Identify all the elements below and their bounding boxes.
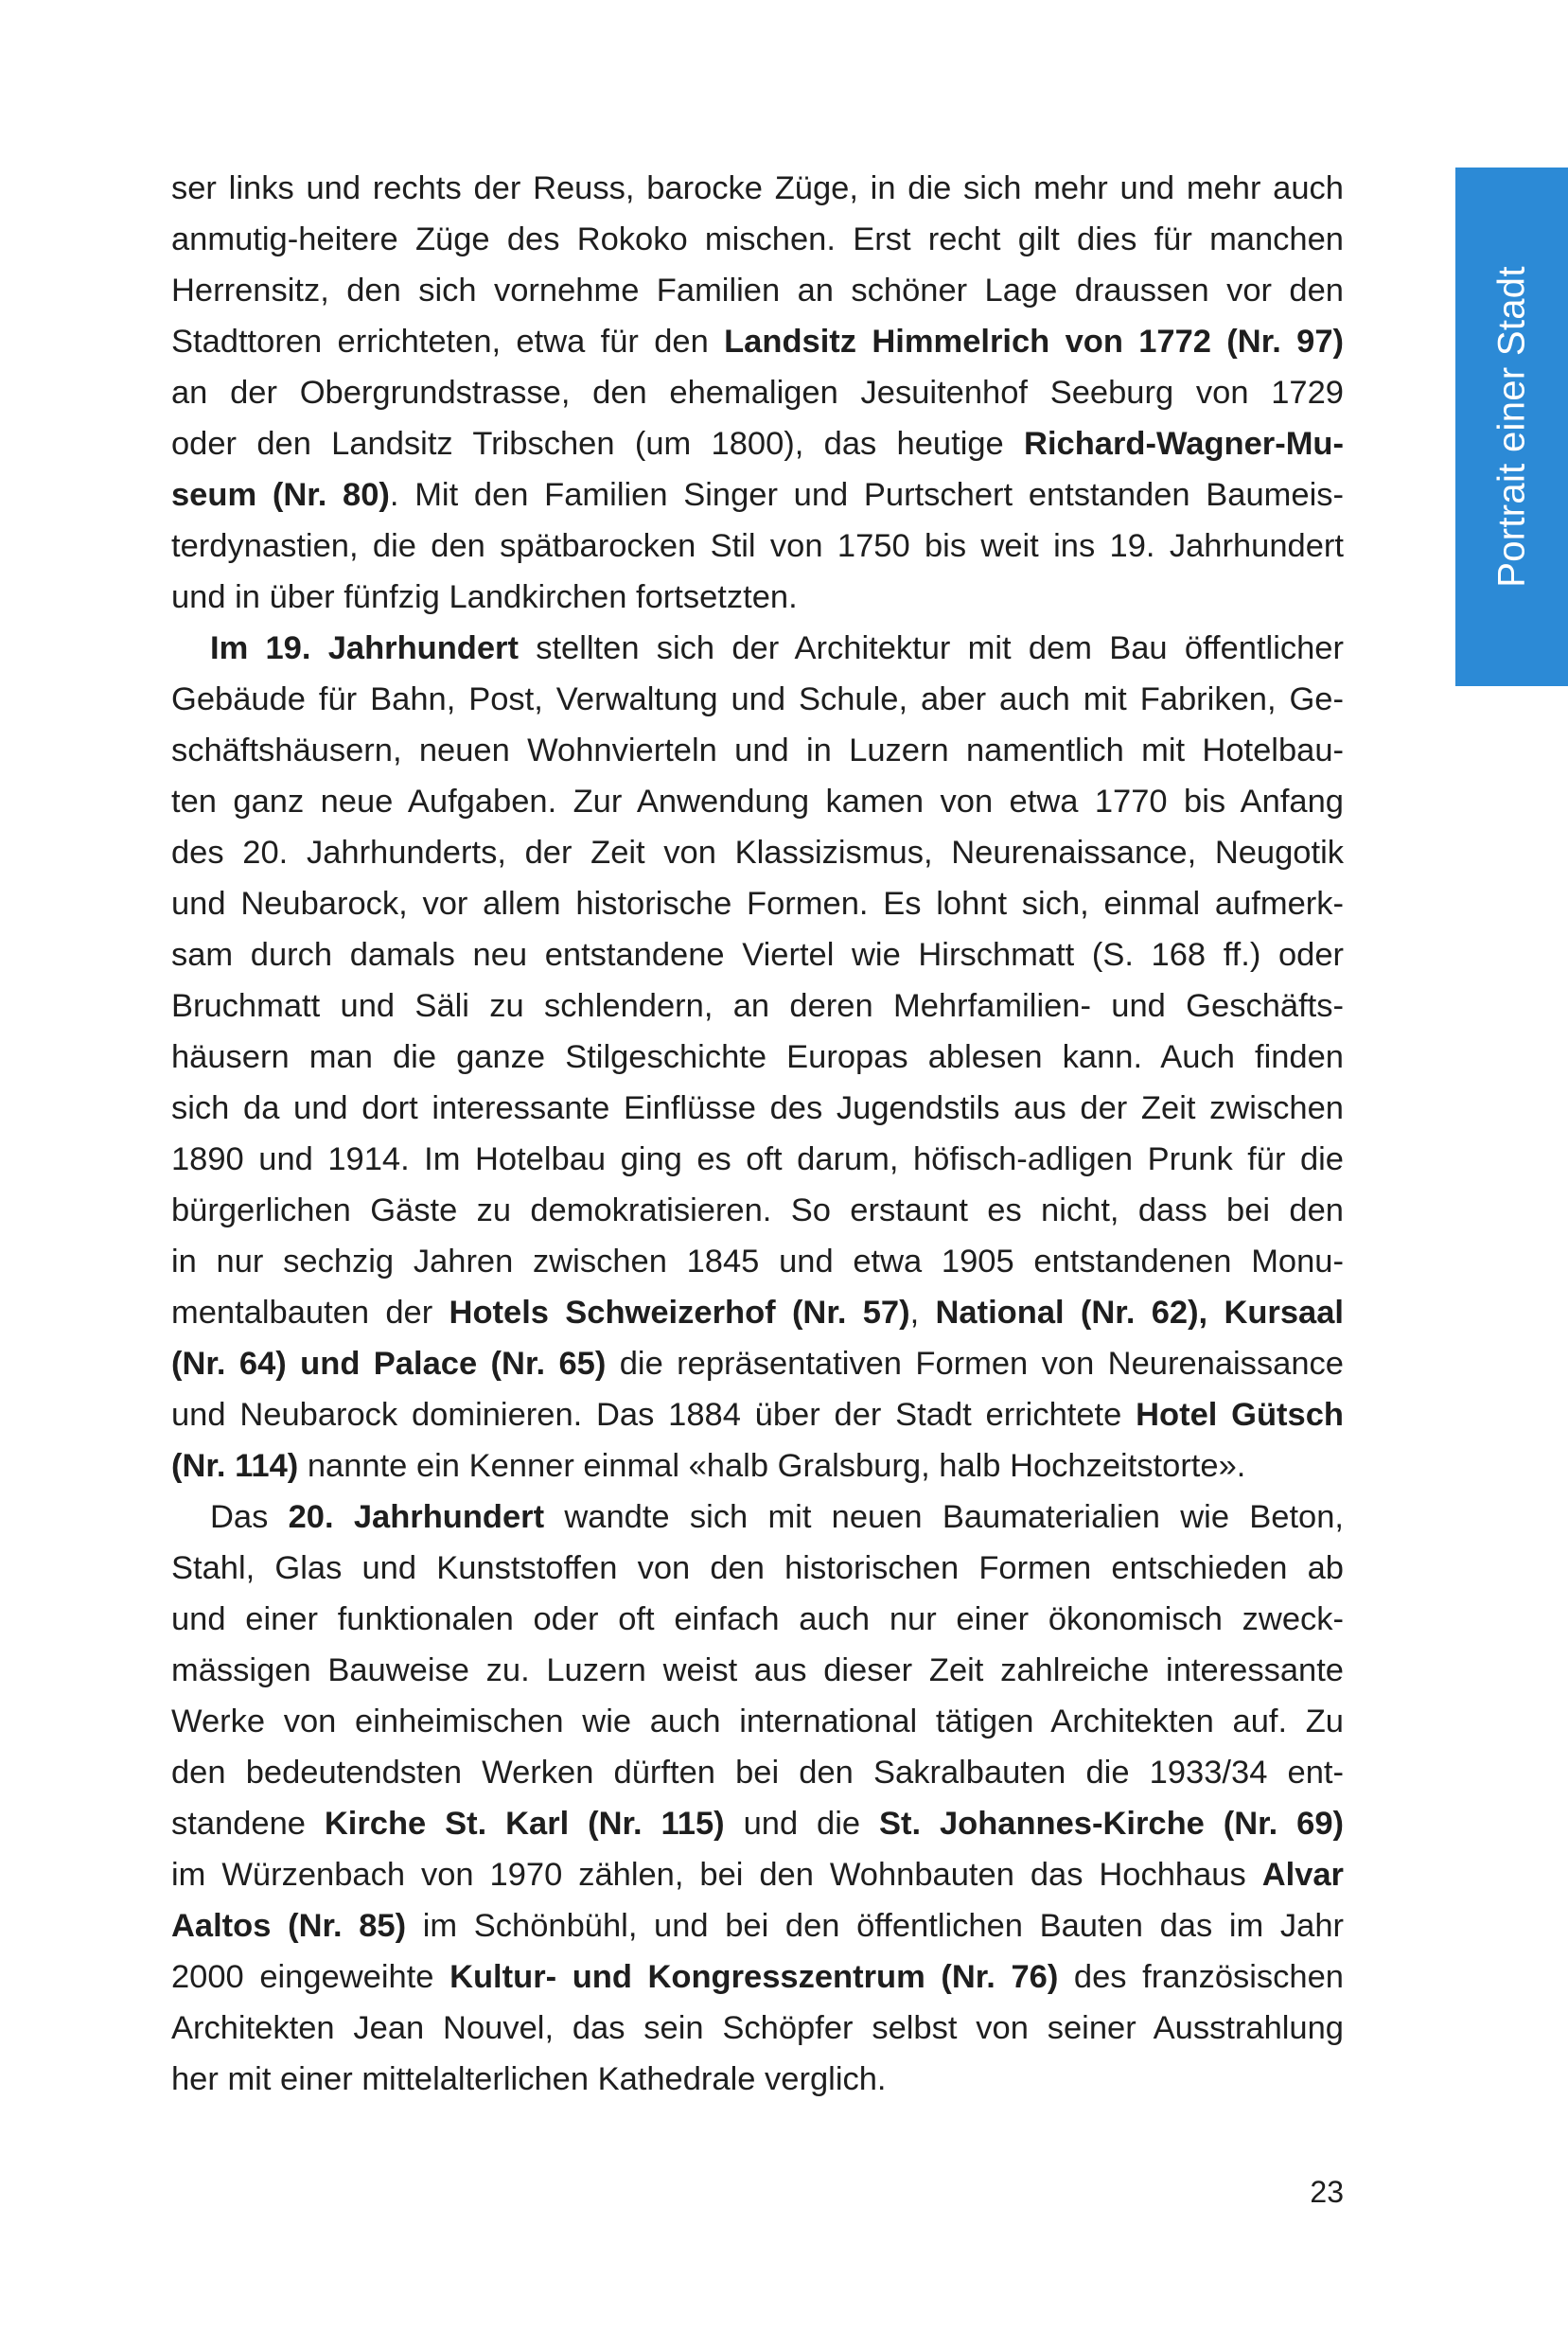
text-run: schäftshäusern, neuen Wohnvierteln und in Luzern namentlich mit Hotelbau- [171, 733, 1344, 768]
text-run: und Neubarock, vor allem historische Formen. Es lohnt sich, einmal aufmerk- [171, 886, 1344, 922]
text-line [171, 674, 1344, 725]
bold-text: (Nr. 114) [171, 1448, 299, 1484]
text-run: terdynastien, die den spätbarocken Stil von 1750 bis weit ins 19. Jahrhundert [171, 528, 1344, 564]
text-line [171, 469, 1344, 521]
text-run: im Schönbühl, und bei den öffentlichen Bauten das im Jahr [406, 1908, 1344, 1944]
bold-text: Landsitz Himmelrich von 1772 (Nr. 97) [724, 324, 1345, 360]
bold-text: Aaltos (Nr. 85) [171, 1908, 407, 1944]
text-line [171, 1696, 1344, 1747]
text-run: Stadttoren errichteten, etwa für den [171, 324, 725, 360]
text-line [171, 1236, 1344, 1287]
text-line [171, 265, 1344, 316]
text-line [171, 1032, 1344, 1083]
text-run: 2000 eingeweihte [171, 1959, 450, 1995]
text-line [171, 929, 1344, 980]
text-run: mentalbauten der [171, 1295, 449, 1331]
page-number: 23 [1310, 2175, 1344, 2209]
chapter-side-tab-label: Portrait einer Stadt [1490, 266, 1532, 588]
text-run: nannte ein Kenner einmal «halb Gralsburg, halb Hochzeitstorte». [298, 1448, 1246, 1484]
text-run: anmutig-heitere Züge des Rokoko mischen. Erst recht gilt dies für manchen [171, 221, 1344, 257]
text-line [171, 316, 1344, 367]
text-run: her mit einer mittelalterlichen Kathedrale verglich. [171, 2061, 887, 2097]
text-run: sich da und dort interessante Einflüsse des Jugendstils aus der Zeit zwischen [171, 1090, 1344, 1126]
text-run: Herrensitz, den sich vornehme Familien an schöner Lage draussen vor den [171, 273, 1344, 309]
text-line [171, 980, 1344, 1032]
text-line [171, 827, 1344, 878]
bold-text: Kirche St. Karl (Nr. 115) [324, 1806, 725, 1842]
text-run: und in über fünfzig Landkirchen fortsetzten. [171, 579, 798, 615]
text-line [171, 367, 1344, 418]
text-run: im Würzenbach von 1970 zählen, bei den Wohnbauten das Hochhaus [171, 1857, 1262, 1893]
text-run: Architekten Jean Nouvel, das sein Schöpfer selbst von seiner Ausstrahlung [171, 2010, 1344, 2046]
text-line [171, 214, 1344, 265]
bold-text: St. Johannes-Kirche (Nr. 69) [878, 1806, 1345, 1842]
text-run: wandte sich mit neuen Baumaterialien wie Beton, [544, 1499, 1344, 1535]
text-run: sam durch damals neu entstandene Viertel wie Hirschmatt (S. 168 ff.) oder [171, 937, 1344, 973]
text-run: und Neubarock dominieren. Das 1884 über der Stadt errichtete [171, 1397, 1136, 1433]
chapter-side-tab [1455, 168, 1568, 686]
bold-text: 20. Jahrhundert [288, 1499, 545, 1535]
text-line [171, 1543, 1344, 1594]
bold-text: Kultur- und Kongresszentrum (Nr. 76) [449, 1959, 1059, 1995]
text-run: bürgerlichen Gäste zu demokratisieren. So erstaunt es nicht, dass bei den [171, 1192, 1344, 1228]
text-line [171, 1185, 1344, 1236]
body-text [171, 163, 1344, 2105]
text-line [171, 1645, 1344, 1696]
text-run: standene [171, 1806, 325, 1842]
text-line [171, 1594, 1344, 1645]
text-line [171, 2054, 1344, 2105]
text-run: in nur sechzig Jahren zwischen 1845 und etwa 1905 entstandenen Monu- [171, 1244, 1344, 1280]
text-run: an der Obergrundstrasse, den ehemaligen Jesuitenhof Seeburg von 1729 [171, 375, 1344, 411]
text-line [171, 623, 1344, 674]
text-run: und einer funktionalen oder oft einfach auch nur einer ökonomisch zweck- [171, 1601, 1344, 1637]
text-run: 1890 und 1914. Im Hotelbau ging es oft darum, höfisch-adligen Prunk für die [171, 1141, 1344, 1177]
text-run: ten ganz neue Aufgaben. Zur Anwendung kamen von etwa 1770 bis Anfang [171, 784, 1344, 820]
text-run: des französischen [1058, 1959, 1344, 1995]
text-line [171, 1134, 1344, 1185]
text-line [171, 1849, 1344, 1900]
text-line [171, 1492, 1344, 1543]
text-line [171, 2003, 1344, 2054]
text-line [171, 1287, 1344, 1338]
text-run: des 20. Jahrhunderts, der Zeit von Klassizismus, Neurenaissance, Neugotik [171, 835, 1344, 871]
bold-text: National (Nr. 62), Kursaal [935, 1295, 1345, 1331]
text-line [171, 1338, 1344, 1389]
text-line [171, 725, 1344, 776]
text-run: , [909, 1295, 936, 1331]
text-run: Gebäude für Bahn, Post, Verwaltung und Schule, aber auch mit Fabriken, Ge- [171, 681, 1344, 717]
text-line [171, 1951, 1344, 2003]
text-run: ser links und rechts der Reuss, barocke Züge, in die sich mehr und mehr auch [171, 170, 1344, 206]
bold-text: Richard-Wagner-Mu- [1024, 426, 1344, 462]
text-run: Werke von einheimischen wie auch international tätigen Architekten auf. Zu [171, 1704, 1344, 1739]
text-run: häusern man die ganze Stilgeschichte Europas ablesen kann. Auch finden [171, 1039, 1344, 1075]
text-line [171, 1747, 1344, 1798]
text-line [171, 163, 1344, 214]
text-run: die repräsentativen Formen von Neurenaissance [606, 1346, 1344, 1382]
text-run: Das [210, 1499, 289, 1535]
text-run: mässigen Bauweise zu. Luzern weist aus dieser Zeit zahlreiche interessante [171, 1652, 1344, 1688]
bold-text: (Nr. 64) und Palace (Nr. 65) [171, 1346, 607, 1382]
text-line [171, 1389, 1344, 1440]
text-run: und die [724, 1806, 879, 1842]
text-line [171, 1440, 1344, 1492]
text-run: . Mit den Familien Singer und Purtschert entstanden Baumeis- [389, 477, 1344, 513]
text-line [171, 1798, 1344, 1849]
bold-text: Alvar [1261, 1857, 1344, 1893]
text-line [171, 521, 1344, 572]
bold-text: Hotel Gütsch [1136, 1397, 1344, 1433]
text-line [171, 1900, 1344, 1951]
text-line [171, 418, 1344, 469]
text-run: oder den Landsitz Tribschen (um 1800), das heutige [171, 426, 1025, 462]
bold-text: seum (Nr. 80) [171, 477, 390, 513]
text-line [171, 878, 1344, 929]
bold-text: Hotels Schweizerhof (Nr. 57) [449, 1295, 910, 1331]
text-line [171, 1083, 1344, 1134]
text-run: stellten sich der Architektur mit dem Bau öffentlicher [518, 630, 1344, 666]
text-line [171, 572, 1344, 623]
text-run: Stahl, Glas und Kunststoffen von den historischen Formen entschieden ab [171, 1550, 1344, 1586]
text-run: Bruchmatt und Säli zu schlendern, an deren Mehrfamilien- und Geschäfts- [171, 988, 1344, 1024]
text-run: den bedeutendsten Werken dürften bei den Sakralbauten die 1933/34 ent- [171, 1755, 1344, 1791]
bold-text: Im 19. Jahrhundert [210, 630, 519, 666]
text-line [171, 776, 1344, 827]
